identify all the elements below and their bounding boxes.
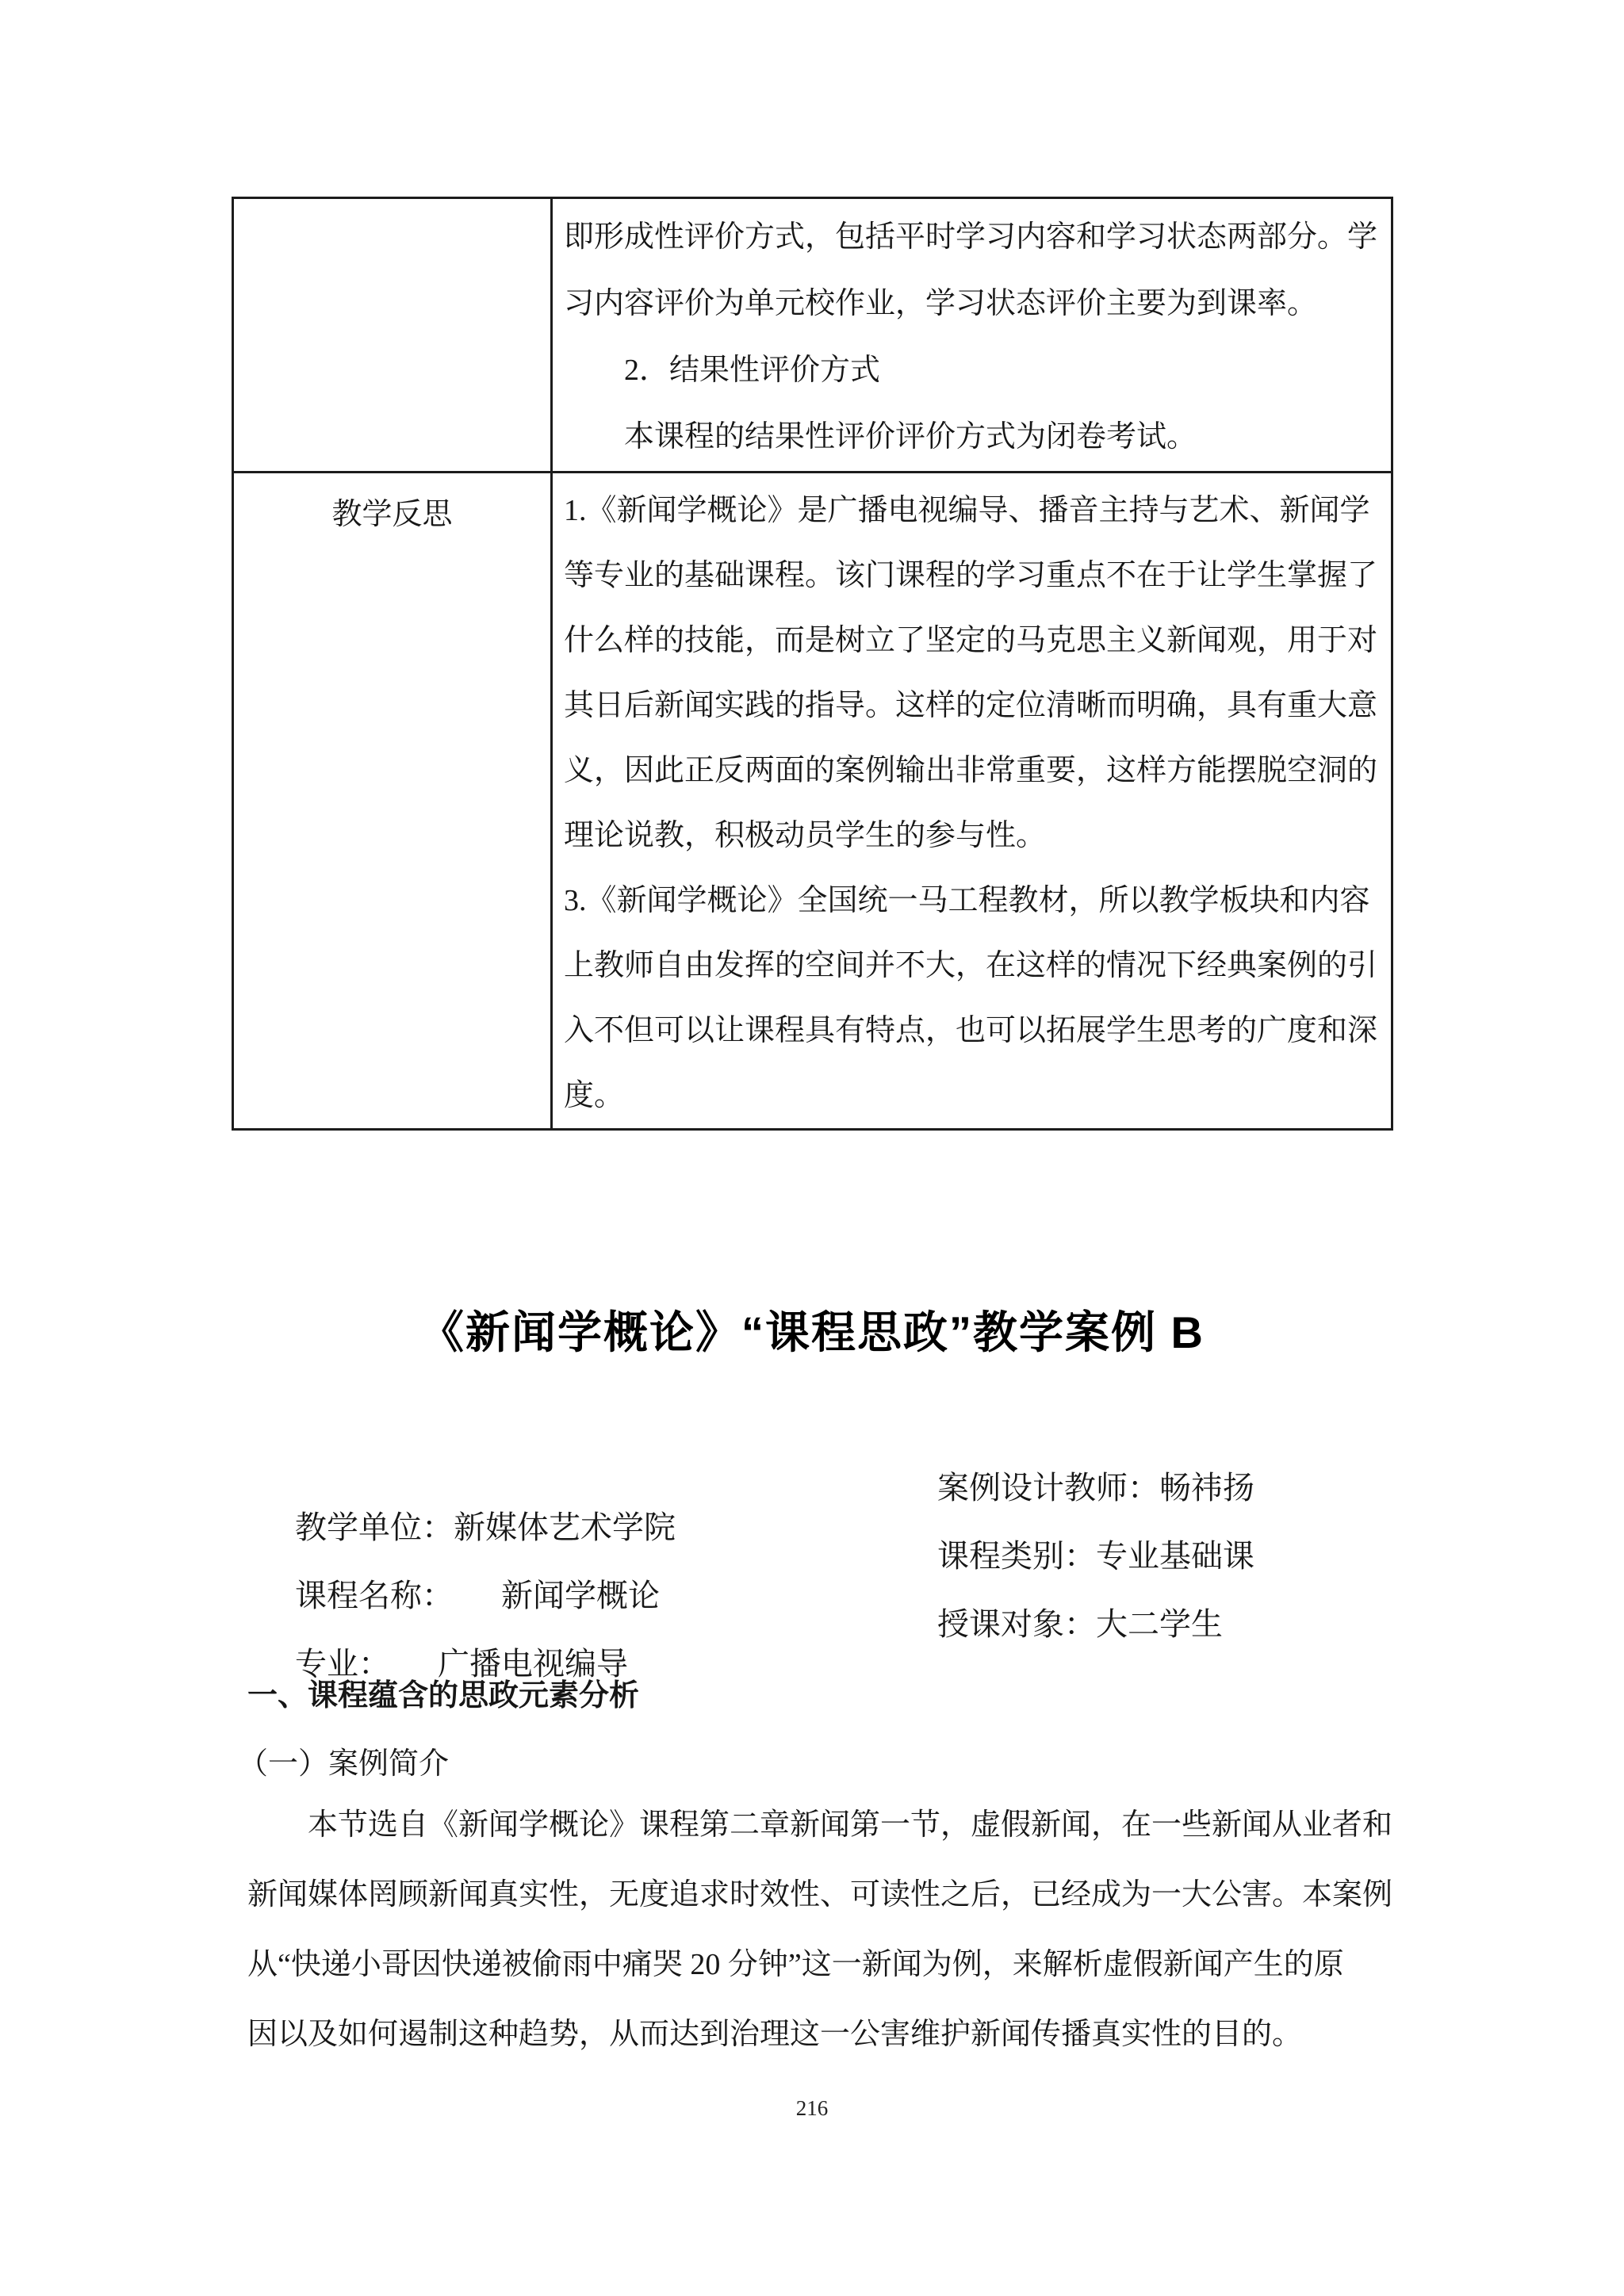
meta-audience: 授课对象：大二学生 — [937, 1606, 1223, 1642]
row-label-cell-reflection: 教学反思 — [233, 473, 552, 1130]
text-line: 3.《新闻学概论》全国统一马工程教材，所以教学板块和内容 — [564, 884, 1370, 917]
evaluation-content-cell — [552, 198, 1392, 473]
paragraph-line: 从“快递小哥因快递被偷雨中痛哭 20 分钟”这一新闻为例，来解析虚假新闻产生的原 — [247, 1948, 1344, 1981]
meta-case-designer: 案例设计教师：畅祎扬 — [937, 1470, 1254, 1506]
page-number: 216 — [795, 2096, 829, 2120]
text-line: 义，因此正反两面的案例输出非常重要，这样方能摆脱空洞的 — [564, 754, 1378, 787]
meta-teaching-unit: 教学单位：新媒体艺术学院 — [295, 1510, 676, 1545]
text-line: 其日后新闻实践的指导。这样的定位清晰而明确，具有重大意 — [564, 689, 1378, 722]
case-intro-paragraph — [247, 1790, 1393, 2069]
text-line: 即形成性评价方式，包括平时学习内容和学习状态两部分。学 — [564, 220, 1378, 254]
section-heading-case-intro: （一）案例简介 — [238, 1747, 450, 1781]
text-line: 上教师自由发挥的空间并不大，在这样的情况下经典案例的引 — [564, 949, 1378, 982]
text-line: 1.《新闻学概论》是广播电视编导、播音主持与艺术、新闻学 — [564, 494, 1370, 527]
course-meta-block — [247, 1468, 1386, 1682]
teaching-case-table — [232, 197, 1393, 1131]
table-row-evaluation — [233, 198, 1392, 473]
section-heading-ideological-elements: 一、课程蕴含的思政元素分析 — [247, 1679, 640, 1712]
meta-row — [247, 1468, 1386, 1545]
paragraph-line: 新闻媒体罔顾新闻真实性，无度追求时效性、可读性之后，已经成为一大公害。本案例 — [247, 1878, 1393, 1911]
meta-course-name: 课程名称： 新闻学概论 — [295, 1578, 660, 1613]
meta-row — [247, 1536, 1386, 1613]
text-line: 入不但可以让课程具有特点，也可以拓展学生思考的广度和深 — [564, 1014, 1378, 1047]
text-line: 2．结果性评价方式 — [564, 354, 881, 387]
text-line: 理论说教，积极动员学生的参与性。 — [564, 819, 1047, 852]
meta-course-category: 课程类别：专业基础课 — [937, 1538, 1254, 1574]
text-line: 等专业的基础课程。该门课程的学习重点不在于让学生掌握了 — [564, 559, 1378, 592]
text-line: 度。 — [564, 1079, 625, 1112]
paragraph-line: 本节选自《新闻学概论》课程第二章新闻第一节，虚假新闻，在一些新闻从业者和 — [247, 1808, 1393, 1842]
meta-major: 专业： 广播电视编导 — [295, 1646, 628, 1682]
row-label-cell-empty — [233, 198, 552, 473]
table-row-reflection — [233, 473, 1392, 1130]
text-line: 本课程的结果性评价评价方式为闭卷考试。 — [564, 420, 1197, 453]
meta-row — [247, 1605, 1386, 1682]
text-line: 习内容评价为单元校作业，学习状态评价主要为到课率。 — [564, 287, 1318, 320]
page-title: 《新闻学概论》“课程思政”教学案例 B — [419, 1307, 1205, 1357]
reflection-content-cell — [552, 473, 1392, 1130]
paragraph-line: 因以及如何遏制这种趋势，从而达到治理这一公害维护新闻传播真实性的目的。 — [247, 2018, 1303, 2051]
text-line: 什么样的技能，而是树立了坚定的马克思主义新闻观，用于对 — [564, 624, 1378, 657]
